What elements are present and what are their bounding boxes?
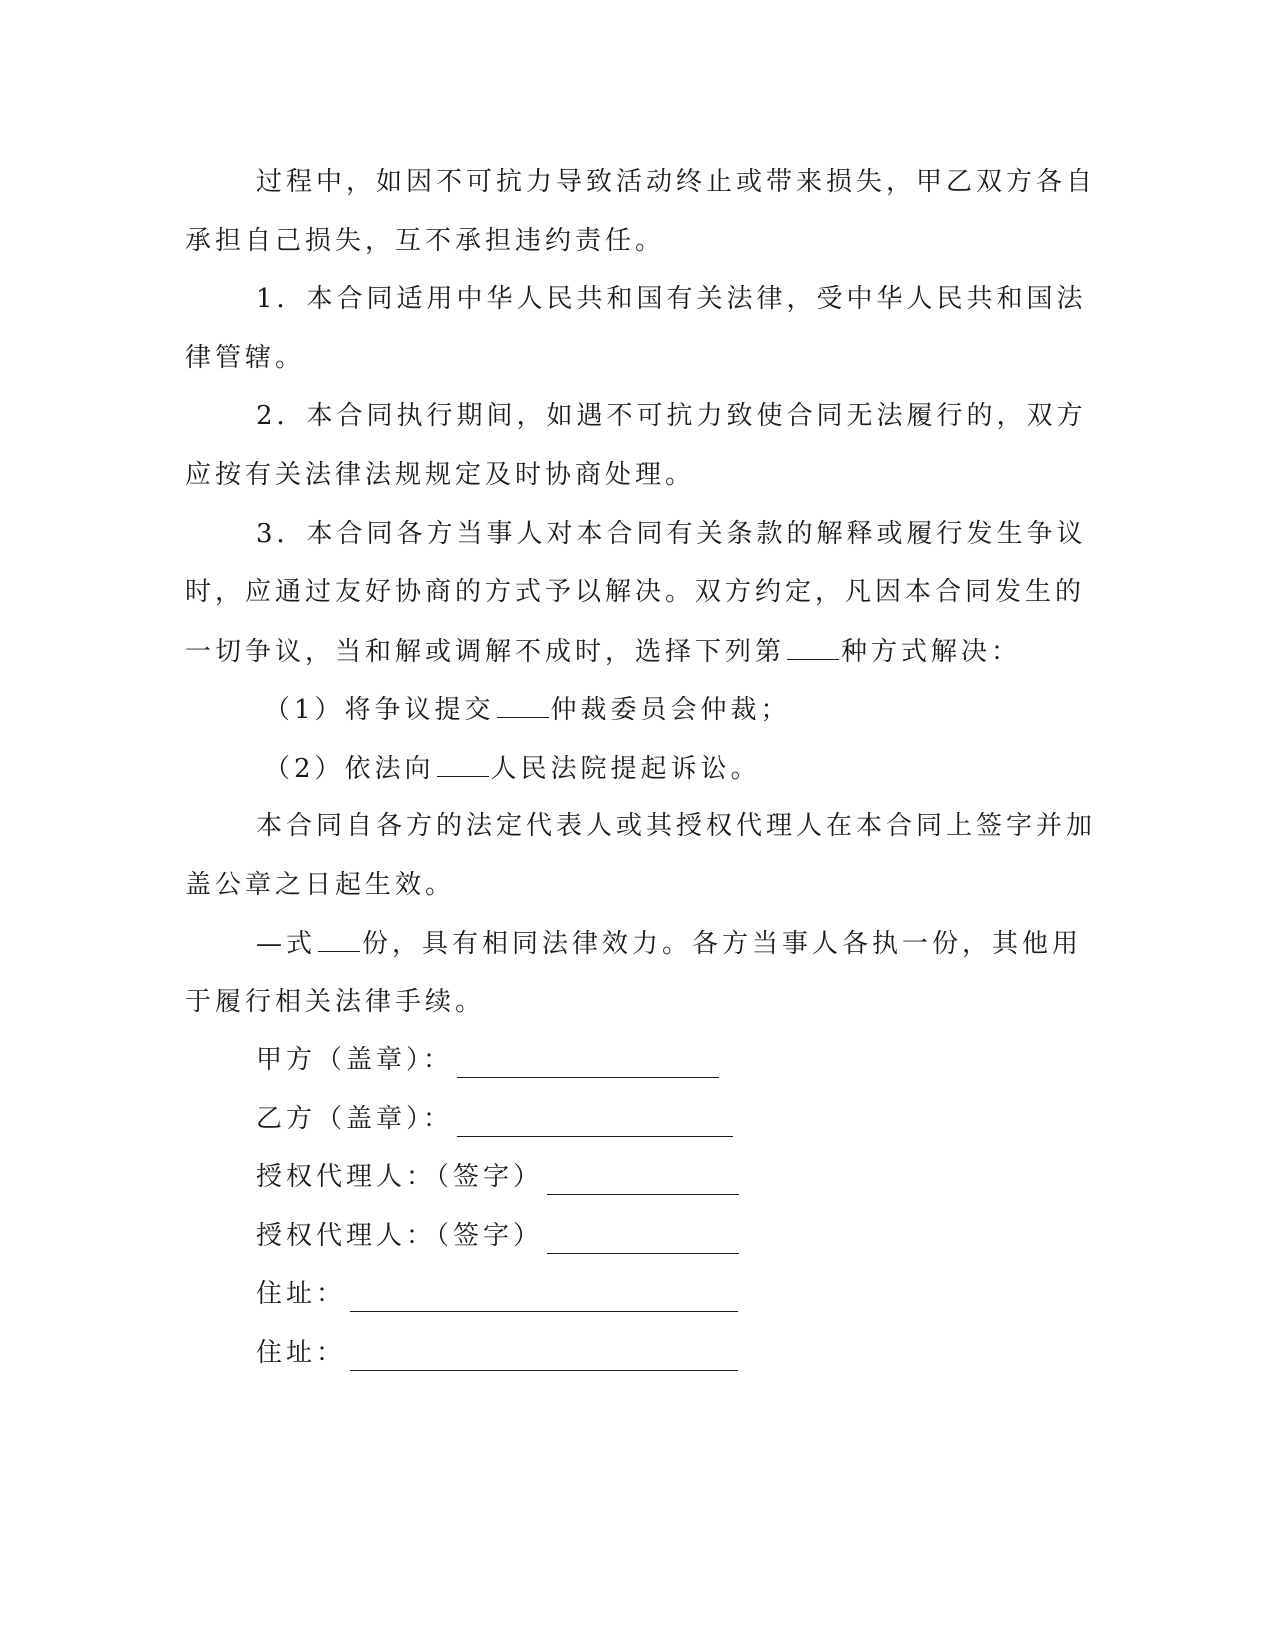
signature-row-party-b xyxy=(256,1101,733,1137)
copies-text: —式 xyxy=(256,929,317,959)
clause-3-line: 时，应通过友好协商的方式予以解决。双方约定，凡因本合同发生的 xyxy=(185,577,1086,607)
address-2-field[interactable] xyxy=(350,1342,738,1371)
address-2-label: 住址： xyxy=(256,1338,347,1368)
agent-1-signature-label: 授权代理人：（签字） xyxy=(256,1162,544,1192)
paragraph-line: 承担自己损失，互不承担违约责任。 xyxy=(185,226,666,256)
signature-row-party-a xyxy=(256,1042,719,1078)
agent-2-signature-label: 授权代理人：（签字） xyxy=(256,1221,544,1251)
copies-count-blank[interactable] xyxy=(318,925,360,952)
clause-3-line xyxy=(185,633,1021,670)
copies-line: 于履行相关法律手续。 xyxy=(185,987,486,1017)
method-number-blank[interactable] xyxy=(787,633,839,660)
agent-1-signature-field[interactable] xyxy=(547,1166,739,1195)
signature-row-agent-1 xyxy=(256,1159,739,1195)
court-blank[interactable] xyxy=(437,750,489,777)
party-a-seal-label: 甲方（盖章）： xyxy=(256,1045,454,1075)
address-1-label: 住址： xyxy=(256,1279,347,1309)
party-b-seal-field[interactable] xyxy=(457,1108,733,1137)
clause-3-text: 种方式解决： xyxy=(841,637,1022,667)
effectiveness-line: 本合同自各方的法定代表人或其授权代理人在本合同上签字并加 xyxy=(256,811,1097,841)
clause-2-line: 应按有关法律法规规定及时协商处理。 xyxy=(185,460,696,490)
agent-2-signature-field[interactable] xyxy=(547,1225,739,1254)
option-2-line xyxy=(264,750,761,787)
signature-row-agent-2 xyxy=(256,1218,739,1254)
clause-3-line: 3．本合同各方当事人对本合同有关条款的解释或履行发生争议 xyxy=(256,519,1087,549)
paragraph-line: 过程中，如因不可抗力导致活动终止或带来损失，甲乙双方各自 xyxy=(256,167,1097,197)
party-a-seal-field[interactable] xyxy=(457,1049,719,1078)
copies-text: 份，具有相同法律效力。各方当事人各执一份，其他用 xyxy=(362,929,1083,959)
option-2-text: 人民法院提起诉讼。 xyxy=(490,754,761,784)
party-b-seal-label: 乙方（盖章）： xyxy=(256,1104,454,1134)
option-1-text: （1）将争议提交 xyxy=(264,695,495,725)
arbitration-committee-blank[interactable] xyxy=(497,691,549,718)
clause-1-line: 1．本合同适用中华人民共和国有关法律，受中华人民共和国法 xyxy=(256,284,1087,314)
address-row-2 xyxy=(256,1335,738,1371)
clause-2-line: 2．本合同执行期间，如遇不可抗力致使合同无法履行的，双方 xyxy=(256,401,1087,431)
option-1-text: 仲裁委员会仲裁； xyxy=(550,695,791,725)
option-1-line xyxy=(264,691,791,728)
clause-1-line: 律管辖。 xyxy=(185,343,306,373)
effectiveness-line: 盖公章之日起生效。 xyxy=(185,870,456,900)
option-2-text: （2）依法向 xyxy=(264,754,435,784)
address-row-1 xyxy=(256,1276,738,1312)
address-1-field[interactable] xyxy=(350,1283,738,1312)
clause-3-text: 一切争议，当和解或调解不成时，选择下列第 xyxy=(185,637,786,667)
copies-line xyxy=(256,925,1082,962)
